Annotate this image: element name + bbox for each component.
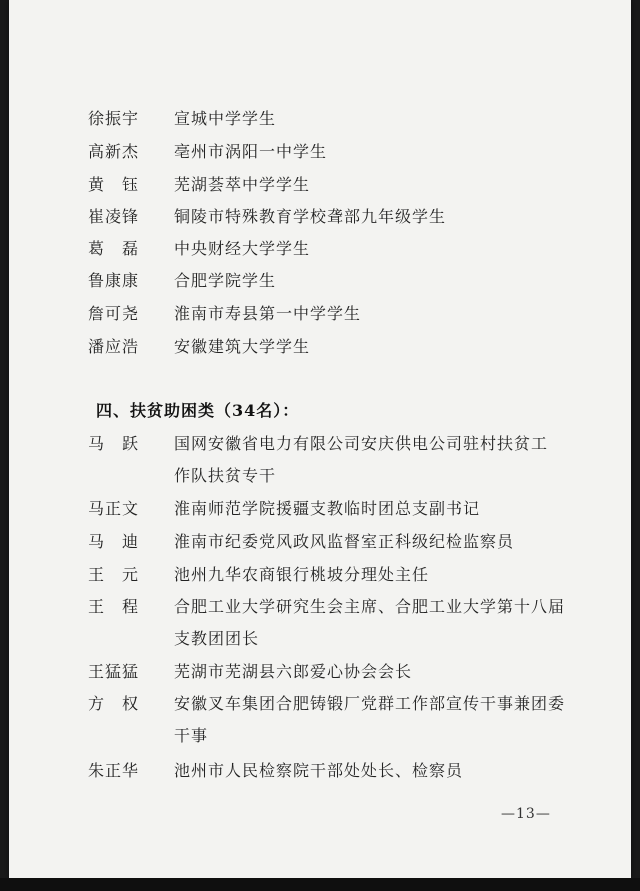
person-description: 池州九华农商银行桃坡分理处主任 [174,565,430,584]
person-description: 宣城中学学生 [174,109,277,128]
scan-bottom-edge [0,878,640,891]
person-name: 徐振宇 [88,109,140,128]
person-name: 黄 钰 [88,175,140,194]
person-name: 王 程 [88,597,140,616]
person-name: 王 元 [88,565,140,584]
person-description: 安徽建筑大学学生 [174,337,311,356]
person-description: 合肥学院学生 [174,271,277,290]
person-description: 淮南市寿县第一中学学生 [174,304,362,323]
person-description: 合肥工业大学研究生会主席、合肥工业大学第十八届支教团团长 [174,597,566,648]
section-heading: 四、扶贫助困类（34名）： [96,401,300,420]
person-description: 芜湖市芜湖县六郎爱心协会会长 [174,662,413,681]
document-page [9,0,631,878]
person-description: 池州市人民检察院干部处处长、检察员 [174,761,464,780]
person-name: 潘应浩 [88,337,140,356]
person-name: 王猛猛 [88,662,140,681]
person-name: 方 权 [88,694,140,713]
person-name: 鲁康康 [88,271,140,290]
person-name: 高新杰 [88,142,140,161]
person-name: 马 迪 [88,532,140,551]
person-description: 淮南市纪委党风政风监督室正科级纪检监察员 [174,532,515,551]
person-name: 崔凌锋 [88,207,140,226]
person-description: 芜湖荟萃中学学生 [174,175,311,194]
person-description: 淮南师范学院援疆支教临时团总支副书记 [174,499,481,518]
page-number: —13— [501,806,551,822]
person-name: 葛 磊 [88,239,140,258]
person-description: 亳州市涡阳一中学生 [174,142,328,161]
person-name: 朱正华 [88,761,140,780]
person-description: 国网安徽省电力有限公司安庆供电公司驻村扶贫工作队扶贫专干 [174,434,549,485]
person-description: 安徽叉车集团合肥铸锻厂党群工作部宣传干事兼团委干事 [174,694,566,745]
person-description: 铜陵市特殊教育学校聋部九年级学生 [174,207,447,226]
person-name: 詹可尧 [88,304,140,323]
person-description: 中央财经大学学生 [174,239,311,258]
person-name: 马 跃 [88,434,140,453]
person-name: 马正文 [88,499,140,518]
